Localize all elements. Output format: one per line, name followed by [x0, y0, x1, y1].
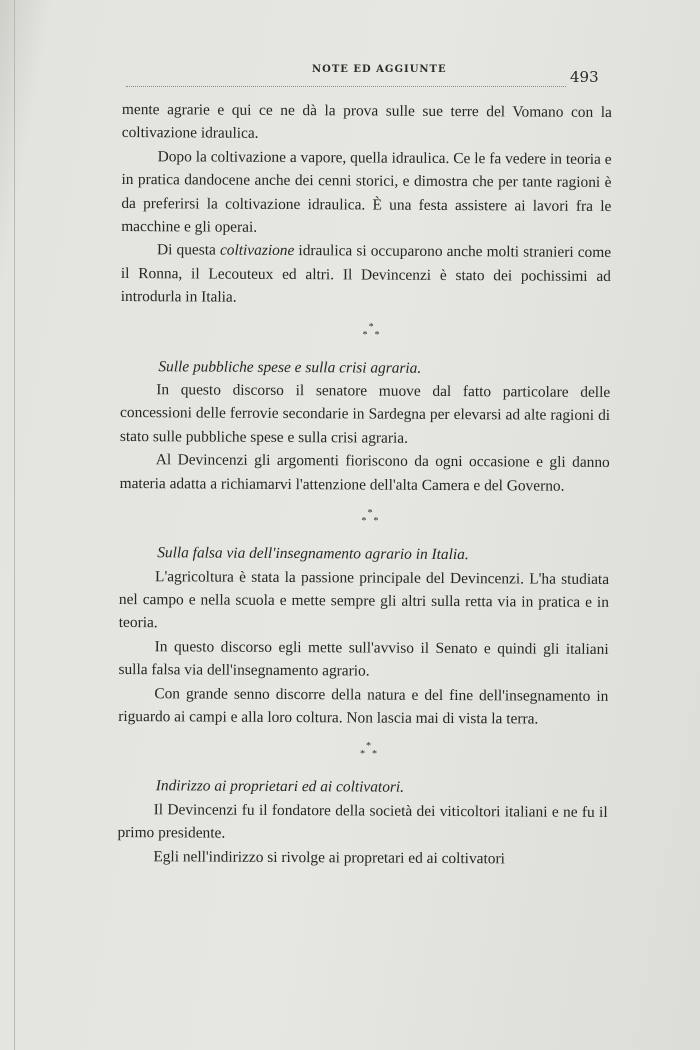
asterism-star: * — [373, 515, 379, 527]
paragraph-text: idraulica si occuparono anche molti stranieri come il Ronna, il Lecouteux ed altri. Il Devincenzi è stato dei pochissimi ad introdurla in Italia. — [120, 242, 612, 306]
section-heading: Sulla falsa via dell'insegnamento agrario in Italia. — [157, 544, 469, 564]
running-header — [126, 58, 599, 87]
paragraph: Al Devincenzi gli argomenti fioriscono da ogni occasione e gli danno materia adatta a richiamarvi l'attenzione dell'alta Camera e del Governo. — [119, 451, 610, 495]
section-ornament — [118, 728, 608, 777]
asterism-star: * — [367, 507, 373, 519]
body-text — [117, 98, 612, 871]
italic-word: coltivazione — [219, 242, 295, 260]
page-fold — [14, 0, 15, 1050]
paragraph: In questo discorso egli mette sull'avviso il Senato e quindi gli italiani sulla falsa via dell'insegnamento agrario. — [118, 637, 609, 680]
section-heading: Indirizzo ai proprietari ed ai coltivatori. — [155, 777, 405, 797]
section-heading: Sulle pubbliche spese e sulla crisi agraria. — [158, 357, 422, 377]
paragraph-text: Di questa — [157, 241, 221, 260]
page-number: 493 — [570, 68, 599, 86]
paragraph: Dopo la coltivazione a vapore, quella idraulica. Ce le fa vedere in teoria e in pratica dandocene anche dei cenni storici, e dimostra che per tante ragioni è da preferirsi la coltivazione idraulica. È una festa assistere ai lavori fra le macchine e gli operai. — [121, 148, 612, 236]
asterism-star: * — [371, 748, 378, 760]
paragraph: L'agricoltura è stata la passione principale del Devincenzi. L'ha studiata nel campo e nella scuola e mette sempre gli altri sulla retta via in pratica e in teoria. — [118, 567, 610, 632]
running-title: NOTE ED AGGIUNTE — [312, 64, 447, 75]
paragraph: Il Devincenzi fu il fondatore della società dei viticoltori italiani e ne fu il primo presidente. — [117, 800, 608, 842]
paragraph: In questo discorso il senatore muove dal fatto particolare delle concessioni delle ferrovie secondarie in Sardegna per elevarsi ad alte ragioni di stato sulle pubbliche spese e sulla crisi agraria. — [119, 381, 611, 447]
asterism-star: * — [368, 321, 374, 333]
paragraph: mente agrarie e qui ce ne dà la prova sulle sue terre del Vomano con la coltivazione idraulica. — [121, 100, 612, 143]
section-ornament — [119, 495, 609, 544]
paragraph: Egli nell'indirizzo si rivolge ai propretari ed ai coltivatori — [153, 847, 505, 867]
asterism-star: * — [366, 740, 372, 752]
paragraph — [121, 238, 611, 311]
section-ornament — [120, 309, 610, 358]
asterism-star: * — [361, 515, 367, 527]
asterism-star: * — [362, 329, 368, 341]
asterism-star: * — [359, 748, 366, 760]
paragraph: Con grande senno discorre della natura e del fine dell'insegnamento in riguardo ai campi e alla loro coltura. Non lascia mai di vista la terra. — [118, 684, 609, 728]
asterism-star: * — [374, 329, 380, 341]
